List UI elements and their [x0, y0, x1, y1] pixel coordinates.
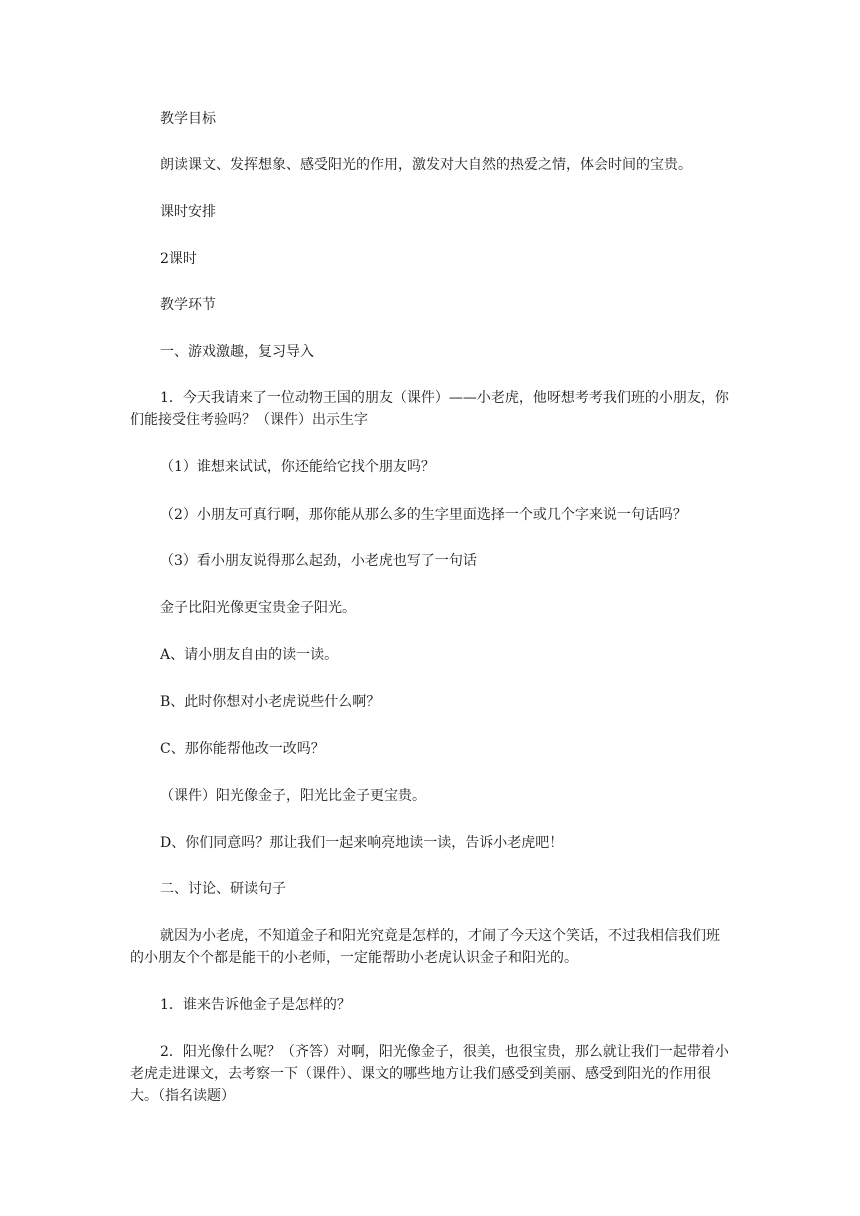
paragraph-goals-text: 朗读课文、发挥想象、感受阳光的作用，激发对大自然的热爱之情，体会时间的宝贵。 — [160, 157, 692, 173]
paragraph-discussion: 就因为小老虎，不知道金子和阳光究竟是怎样的，才闹了今天这个笑话，不过我相信我们班的小朋友个个都是能干的小老师，一定能帮助小老虎认识金子和阳光的。 — [130, 928, 720, 966]
paragraph-schedule-text: 2课时 — [160, 251, 197, 267]
paragraph-step-1: 1．今天我请来了一位动物王国的朋友（课件）——小老虎，他呀想考考我们班的小朋友，你们能接受住考验吗？（课件）出示生字 — [130, 390, 729, 428]
paragraph-sentence: 金子比阳光像更宝贵金子阳光。 — [160, 600, 356, 616]
paragraph-sub-3: （3）看小朋友说得那么起劲，小老虎也写了一句话 — [160, 553, 477, 569]
paragraph-item-b: B、此时你想对小老虎说些什么啊？ — [160, 694, 381, 710]
paragraph-sub-1: （1）谁想来试试，你还能给它找个朋友吗？ — [160, 459, 435, 475]
paragraph-question-1: 1．谁来告诉他金子是怎样的？ — [160, 997, 351, 1013]
paragraph-courseware: （课件）阳光像金子，阳光比金子更宝贵。 — [160, 788, 426, 804]
paragraph-sub-2: （2）小朋友可真行啊，那你能从那么多的生字里面选择一个或几个字来说一句话吗？ — [160, 507, 687, 523]
heading-schedule: 课时安排 — [160, 204, 216, 220]
paragraph-item-c: C、那你能帮他改一改吗？ — [160, 741, 325, 757]
paragraph-item-d: D、你们同意吗？那让我们一起来响亮地读一读，告诉小老虎吧！ — [160, 835, 564, 851]
section-heading-2: 二、讨论、研读句子 — [160, 881, 286, 897]
heading-teaching-steps: 教学环节 — [160, 297, 216, 313]
paragraph-item-a: A、请小朋友自由的读一读。 — [160, 647, 339, 663]
heading-teaching-goals: 教学目标 — [160, 111, 216, 127]
paragraph-question-2: 2．阳光像什么呢？（齐答）对啊，阳光像金子，很美，也很宝贵，那么就让我们一起带着小老虎走进课文，去考察一下（课件）、课文的哪些地方让我们感受到美丽、感受到阳光的作用很大。（指名读题） — [130, 1044, 729, 1104]
section-heading-1: 一、游戏激趣，复习导入 — [160, 344, 314, 360]
